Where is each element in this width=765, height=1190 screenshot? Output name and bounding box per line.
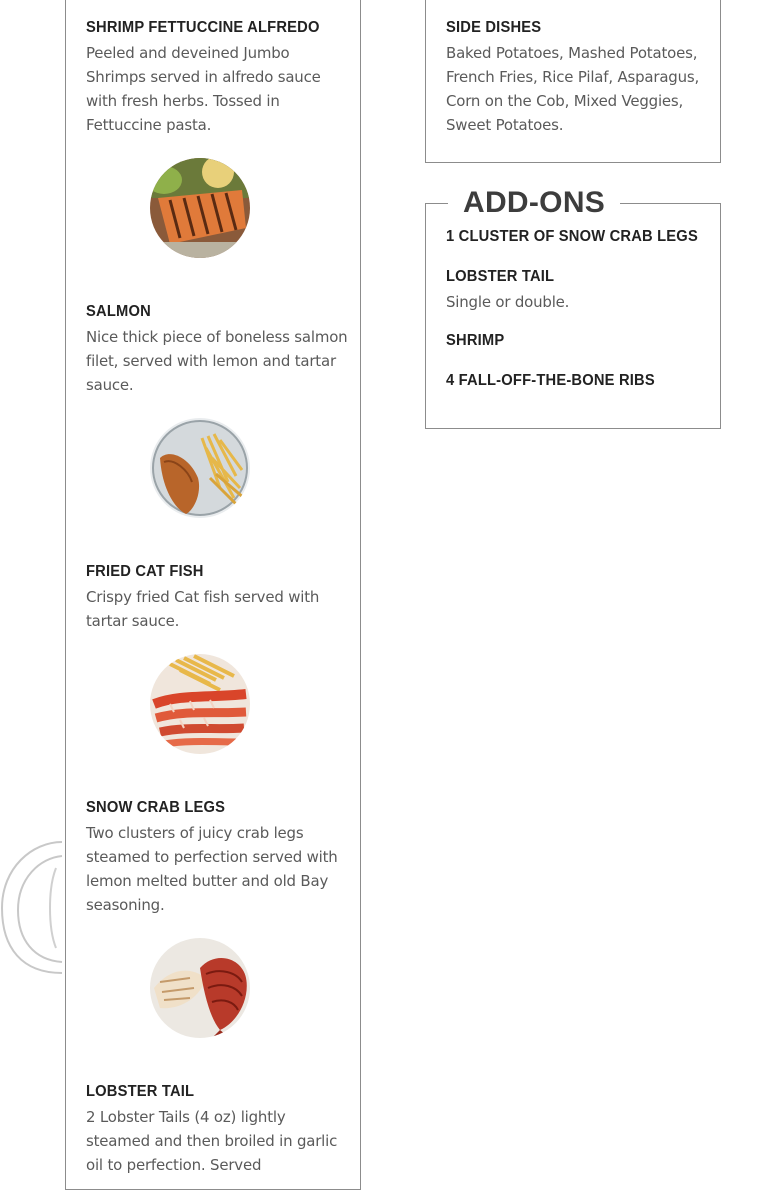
menu-item	[86, 1082, 348, 1177]
item-description: 2 Lobster Tails (4 oz) lightly steamed and then broiled in garlic oil to perfection. Served	[86, 1108, 338, 1174]
item-description: Baked Potatoes, Mashed Potatoes, French Fries, Rice Pilaf, Asparagus, Corn on the Cob, Mixed Veggies, Sweet Potatoes.	[446, 44, 700, 134]
menu-item	[86, 302, 348, 397]
menu-item	[86, 798, 348, 917]
snow-crab-legs-image	[150, 654, 250, 754]
add-ons-panel	[425, 186, 721, 429]
item-description: Crispy fried Cat fish served with tartar sauce.	[86, 588, 320, 630]
menu-item	[446, 18, 708, 137]
menu-item	[86, 18, 348, 137]
menu-item	[86, 562, 348, 633]
item-name: LOBSTER TAIL	[86, 1083, 195, 1100]
addon-item	[446, 227, 708, 247]
addon-name: 4 FALL-OFF-THE-BONE RIBS	[446, 372, 655, 389]
item-description: Nice thick piece of boneless salmon filet, served with lemon and tartar sauce.	[86, 328, 348, 394]
addon-item	[446, 267, 708, 314]
addon-description: Single or double.	[446, 293, 570, 311]
item-name: SIDE DISHES	[446, 19, 542, 36]
item-name: SALMON	[86, 303, 151, 320]
item-name: FRIED CAT FISH	[86, 563, 204, 580]
side-dishes-panel	[425, 0, 721, 163]
item-name: SHRIMP FETTUCCINE ALFREDO	[86, 19, 320, 36]
item-name: SNOW CRAB LEGS	[86, 799, 226, 816]
salmon-image	[150, 158, 250, 258]
addon-item	[446, 331, 708, 351]
fried-catfish-image	[150, 418, 250, 518]
addon-item	[446, 371, 708, 391]
main-dishes-panel	[65, 0, 361, 1190]
addon-name: SHRIMP	[446, 332, 505, 349]
item-description: Two clusters of juicy crab legs steamed to perfection served with lemon melted butter and old Bay seasoning.	[86, 824, 338, 914]
addon-name: LOBSTER TAIL	[446, 268, 555, 285]
item-description: Peeled and deveined Jumbo Shrimps served in alfredo sauce with fresh herbs. Tossed in Fettuccine pasta.	[86, 44, 321, 134]
section-title: ADD-ONS	[448, 186, 620, 220]
addon-name: 1 CLUSTER OF SNOW CRAB LEGS	[446, 228, 698, 245]
lobster-tail-image	[150, 938, 250, 1038]
